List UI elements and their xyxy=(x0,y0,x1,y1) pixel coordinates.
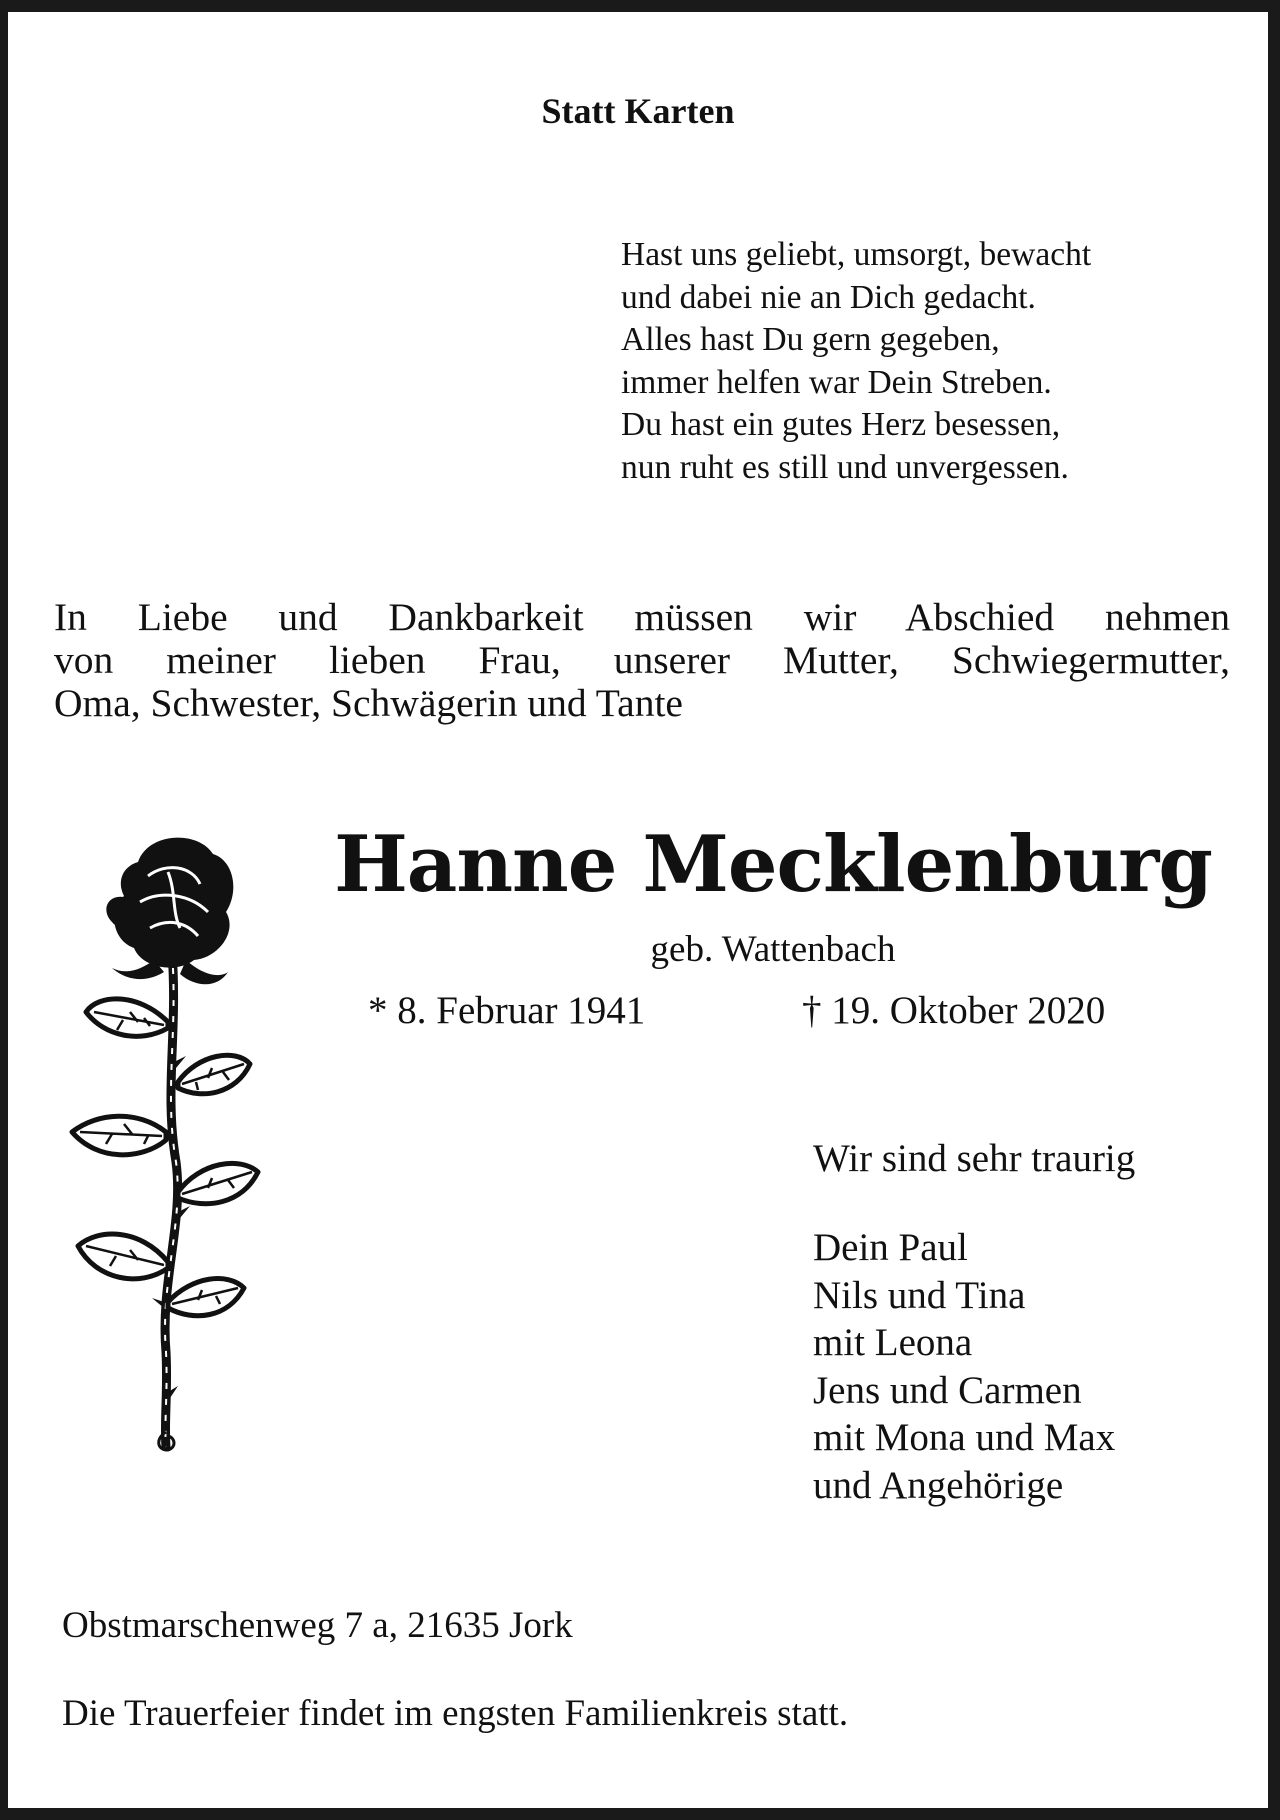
poem-line: und dabei nie an Dich gedacht. xyxy=(621,278,1036,316)
header-title: Statt Karten xyxy=(541,91,735,131)
poem-line: Alles hast Du gern gegeben, xyxy=(621,321,1000,358)
mourner-line: Jens und Carmen xyxy=(813,1368,1082,1412)
birth-date: * 8. Februar 1941 xyxy=(368,989,646,1032)
intro-line: In Liebe und Dankbarkeit müssen wir Abschied nehmen xyxy=(54,595,1230,639)
poem-line: Du hast ein gutes Herz besessen, xyxy=(621,406,1061,443)
intro-line: Oma, Schwester, Schwägerin und Tante xyxy=(54,681,683,725)
mourner-line: Nils und Tina xyxy=(813,1273,1026,1317)
mourners-list xyxy=(813,1224,1115,1509)
poem-line: immer helfen war Dein Streben. xyxy=(621,363,1052,401)
poem-line: nun ruht es still und unvergessen. xyxy=(621,448,1069,486)
deceased-name: Hanne Mecklenburg xyxy=(334,819,1212,910)
poem xyxy=(621,234,1091,489)
mourner-line: mit Mona und Max xyxy=(813,1416,1116,1459)
mourner-line: Dein Paul xyxy=(813,1226,968,1269)
intro-line: von meiner lieben Frau, unserer Mutter, Schwiegermutter, xyxy=(54,638,1230,682)
death-date: † 19. Oktober 2020 xyxy=(802,989,1106,1032)
address: Obstmarschenweg 7 a, 21635 Jork xyxy=(62,1605,573,1646)
intro-text xyxy=(54,596,1230,725)
maiden-name: geb. Wattenbach xyxy=(650,929,896,970)
funeral-note: Die Trauerfeier findet im engsten Familienkreis statt. xyxy=(62,1693,849,1734)
rose-icon xyxy=(68,832,278,1452)
mourner-line: und Angehörige xyxy=(813,1463,1064,1507)
mourner-line: mit Leona xyxy=(813,1321,973,1364)
mourners-statement: Wir sind sehr traurig xyxy=(813,1137,1136,1180)
poem-line: Hast uns geliebt, umsorgt, bewacht xyxy=(621,236,1092,273)
